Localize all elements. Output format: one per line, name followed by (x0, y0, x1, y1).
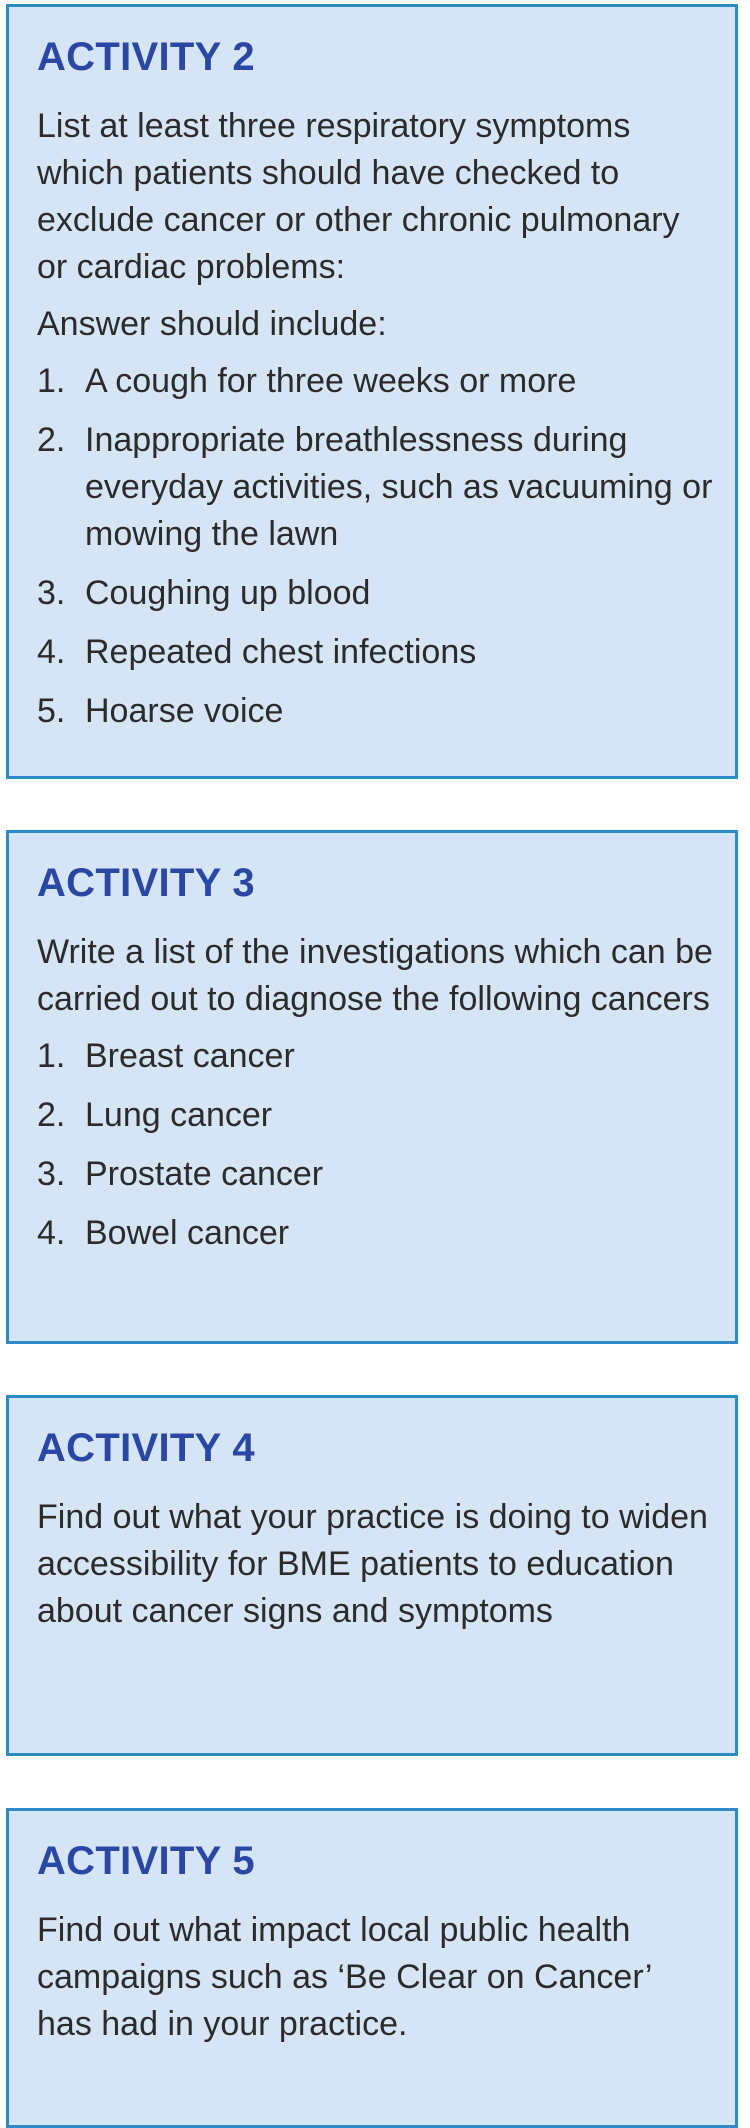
list-item (37, 358, 735, 405)
activity-2-list (37, 358, 735, 735)
list-item-text: Breast cancer (85, 1037, 295, 1075)
list-item (37, 570, 735, 617)
list-item-number: 2. (37, 1096, 66, 1134)
list-item-text: Repeated chest infections (85, 633, 477, 671)
list-item-text: Lung cancer (85, 1096, 273, 1134)
list-item (37, 1033, 735, 1080)
activity-3-list (37, 1033, 735, 1257)
activity-5-prompt: Find out what impact local public health campaigns such as ‘Be Clear on Cancer’ has had in your practice. (37, 1911, 652, 2043)
list-item-number: 3. (37, 1155, 66, 1193)
activity-3-title: ACTIVITY 3 (37, 861, 255, 905)
list-item-text: Hoarse voice (85, 692, 284, 730)
list-item-text: Inappropriate breathlessness during everyday activities, such as vacuuming or mowing the lawn (85, 421, 713, 553)
list-item-number: 5. (37, 692, 66, 730)
activity-5-title: ACTIVITY 5 (37, 1839, 255, 1883)
activity-3-prompt: Write a list of the investigations which can be carried out to diagnose the following cancers (37, 933, 713, 1018)
list-item-number: 1. (37, 362, 66, 400)
activity-4-title: ACTIVITY 4 (37, 1426, 255, 1470)
list-item-text: A cough for three weeks or more (85, 362, 577, 400)
list-item (37, 1151, 735, 1198)
activity-2-box (6, 4, 738, 779)
list-item-number: 1. (37, 1037, 66, 1075)
activity-5-box (6, 1808, 738, 2128)
list-item-number: 3. (37, 574, 66, 612)
list-item-text: Prostate cancer (85, 1155, 324, 1193)
list-item (37, 1210, 735, 1257)
list-item (37, 688, 735, 735)
list-item (37, 629, 735, 676)
activity-4-box (6, 1395, 738, 1756)
activity-4-prompt: Find out what your practice is doing to widen accessibility for BME patients to education about cancer signs and symptoms (37, 1498, 708, 1630)
list-item-number: 4. (37, 1214, 66, 1252)
list-item (37, 1092, 735, 1139)
list-item-text: Bowel cancer (85, 1214, 290, 1252)
activity-2-title: ACTIVITY 2 (37, 35, 255, 79)
activity-2-prompt: List at least three respiratory symptoms which patients should have checked to exclude cancer or other chronic pulmonary or cardiac problems: (37, 107, 680, 286)
list-item-number: 4. (37, 633, 66, 671)
list-item-number: 2. (37, 421, 66, 459)
activity-3-box (6, 830, 738, 1344)
list-item (37, 417, 735, 558)
list-item-text: Coughing up blood (85, 574, 371, 612)
activity-2-answer-lead: Answer should include: (37, 305, 387, 343)
